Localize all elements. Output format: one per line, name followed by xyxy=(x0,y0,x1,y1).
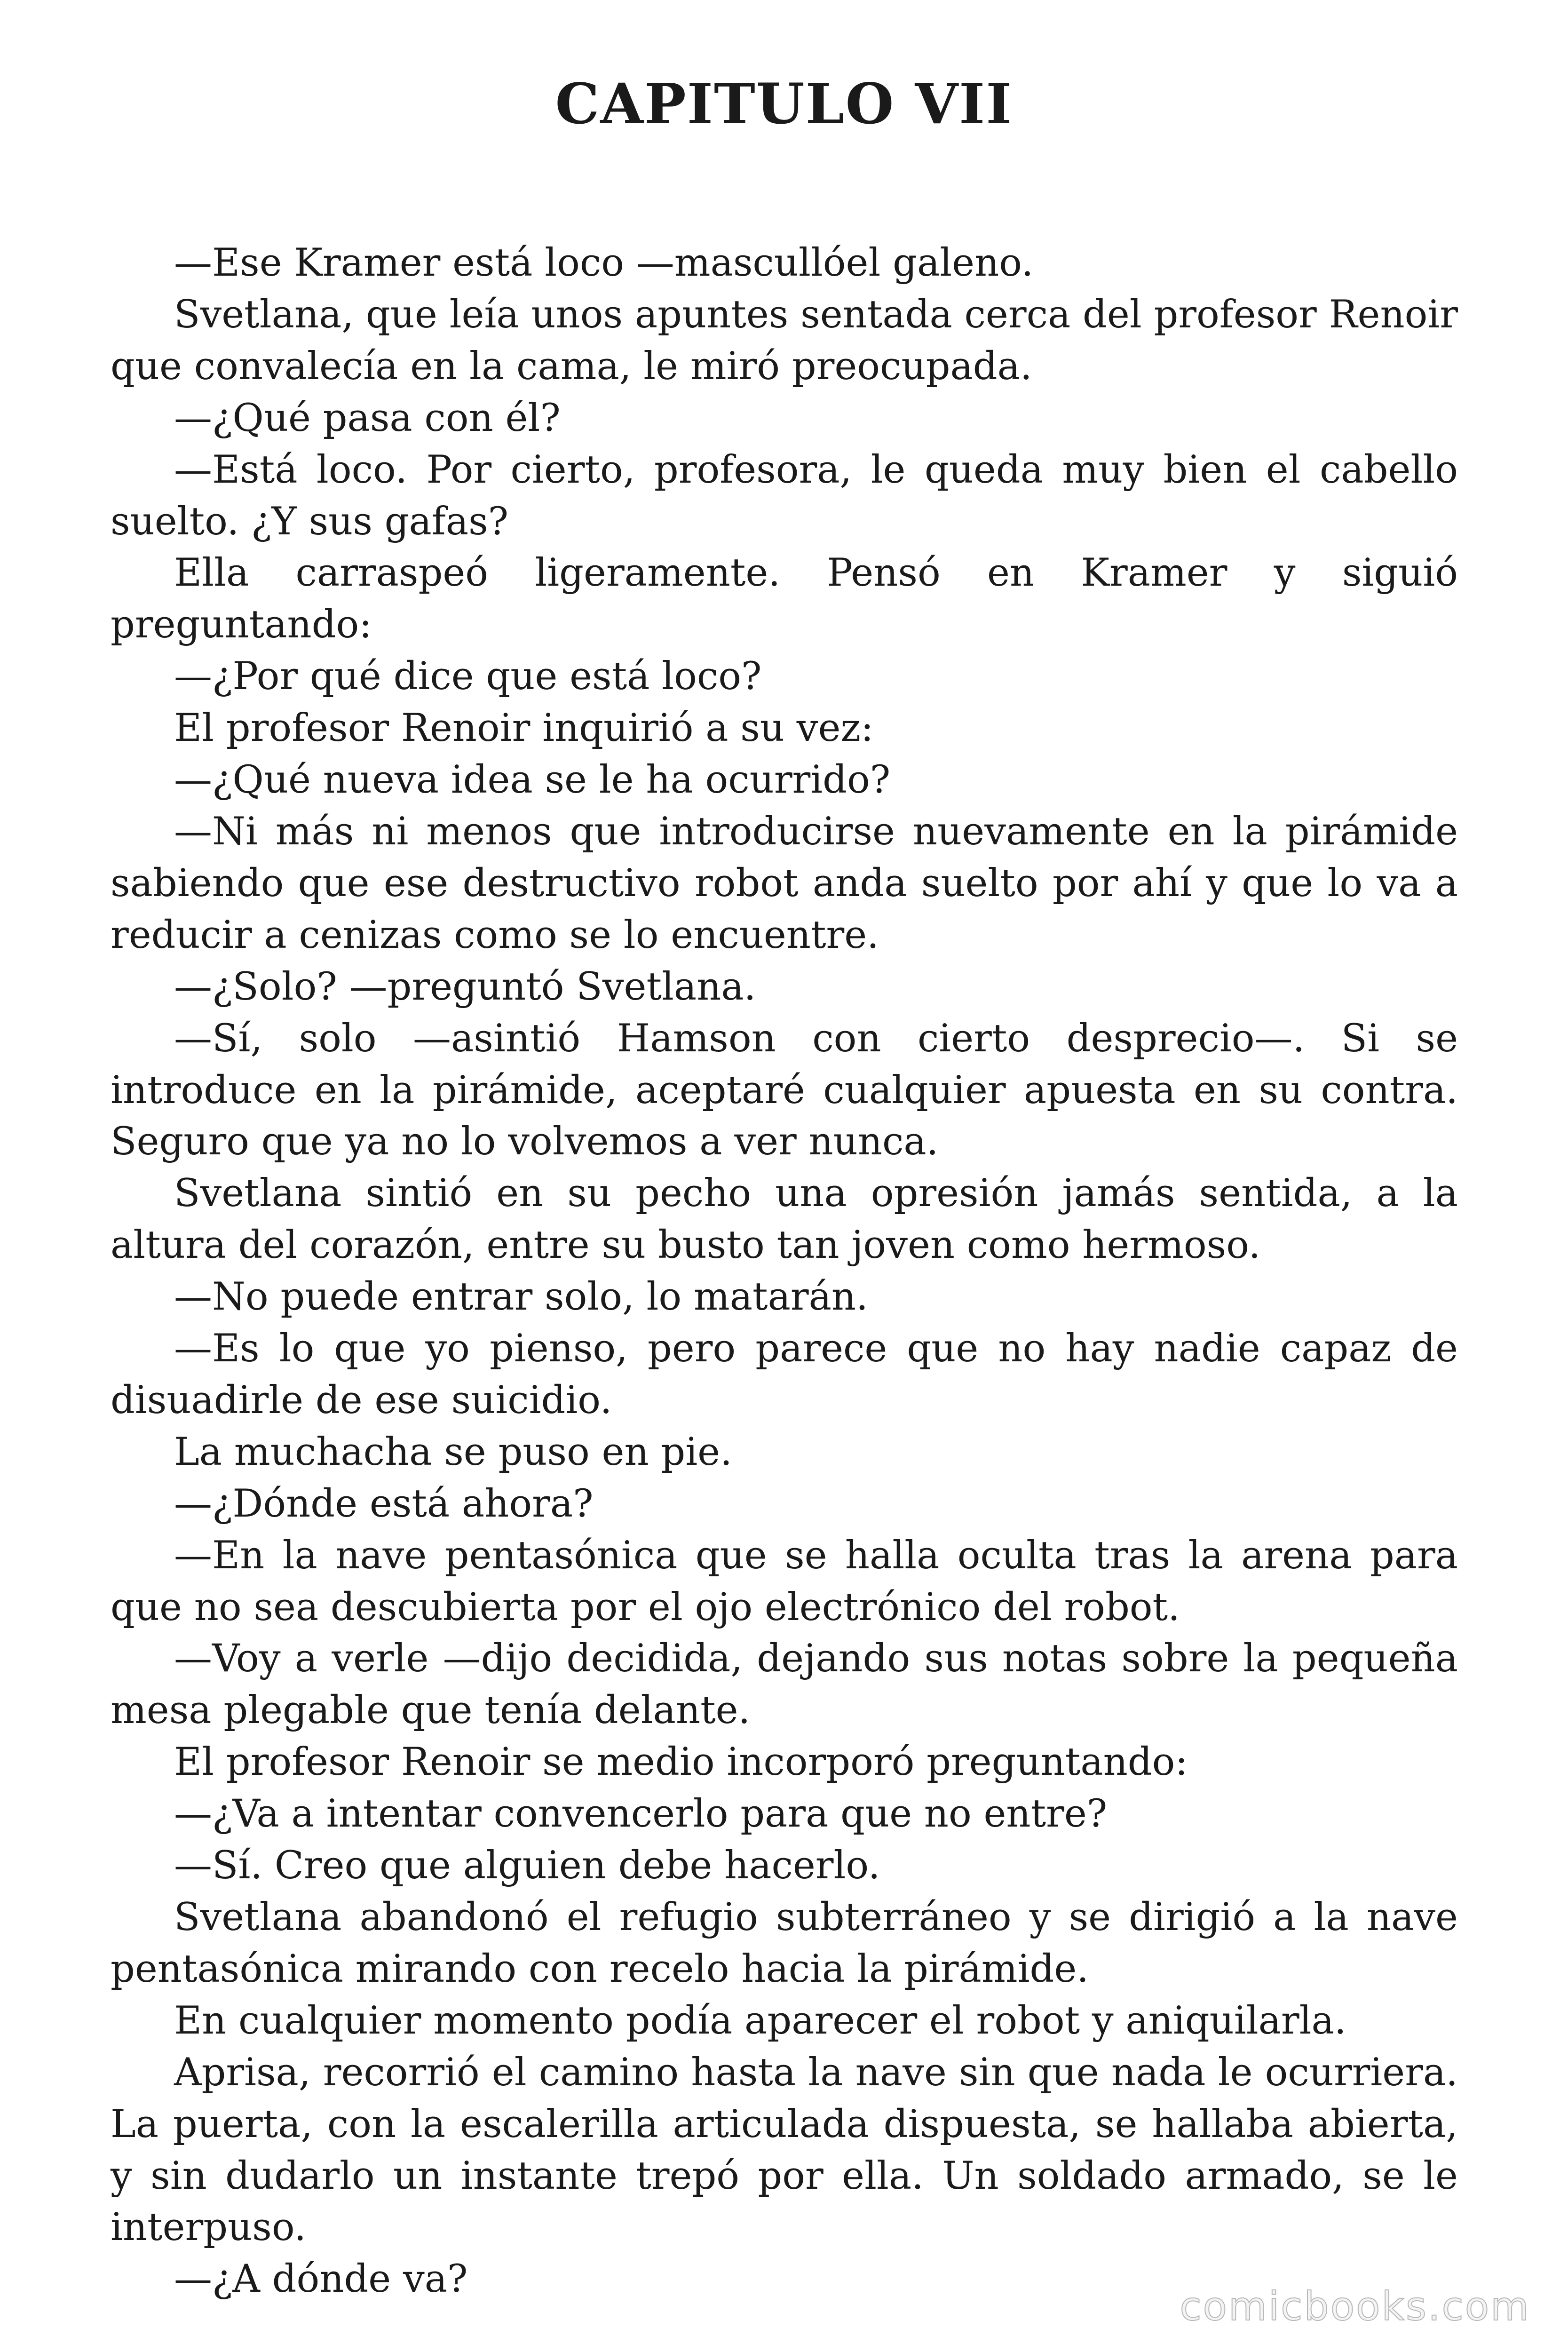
paragraph: Svetlana, que leía unos apuntes sentada cerca del profesor Renoir que convalecía en la cama, le miró preocupada. xyxy=(111,292,1458,389)
paragraph: Svetlana abandonó el refugio subterráneo y se dirigió a la nave pentasónica mirando con recelo hacia la pirámide. xyxy=(111,1895,1458,1991)
paragraph: —Sí. Creo que alguien debe hacerlo. xyxy=(174,1843,880,1888)
paragraph: —¿Qué pasa con él? xyxy=(174,396,561,440)
paragraph: —Es lo que yo pienso, pero parece que no hay nadie capaz de disuadirle de ese suicidio. xyxy=(111,1327,1458,1422)
paragraph: —¿Dónde está ahora? xyxy=(174,1481,594,1526)
paragraph: —Está loco. Por cierto, profesora, le queda muy bien el cabello suelto. ¿Y sus gafas? xyxy=(111,447,1458,544)
paragraph: En cualquier momento podía aparecer el robot y aniquilarla. xyxy=(174,1998,1346,2043)
paragraph: —Ese Kramer está loco —mascullóel galeno. xyxy=(174,241,1034,285)
paragraph: —¿Solo? —preguntó Svetlana. xyxy=(174,964,756,1009)
paragraph: —¿A dónde va? xyxy=(174,2257,468,2302)
site-watermark: comicbooks.com xyxy=(1180,2283,1530,2329)
paragraph: La muchacha se puso en pie. xyxy=(174,1430,732,1474)
paragraph: —Ni más ni menos que introducirse nuevamente en la pirámide sabiendo que ese destructivo robot anda suelto por ahí y que lo va a reducir a cenizas como se lo encuentre. xyxy=(111,809,1458,957)
paragraph: —En la nave pentasónica que se halla oculta tras la arena para que no sea descubierta por el ojo electrónico del robot. xyxy=(111,1533,1458,1629)
chapter-body xyxy=(111,238,1458,2305)
paragraph: —¿Por qué dice que está loco? xyxy=(174,654,762,699)
paragraph: —Voy a verle —dijo decidida, dejando sus notas sobre la pequeña mesa plegable que tenía delante. xyxy=(111,1637,1458,1733)
chapter-title: CAPITULO VII xyxy=(555,71,1013,136)
paragraph: Ella carraspeó ligeramente. Pensó en Kramer y siguió preguntando: xyxy=(111,551,1458,647)
paragraph: El profesor Renoir inquirió a su vez: xyxy=(174,706,874,751)
paragraph: —¿Qué nueva idea se le ha ocurrido? xyxy=(174,758,891,803)
paragraph: —No puede entrar solo, lo matarán. xyxy=(174,1275,868,1319)
paragraph: —Sí, solo —asintió Hamson con cierto desprecio—. Si se introduce en la pirámide, aceptaré cualquier apuesta en su contra. Seguro que ya no lo volvemos a ver nunca. xyxy=(111,1016,1458,1164)
paragraph: —¿Va a intentar convencerlo para que no entre? xyxy=(174,1792,1108,1836)
paragraph: Aprisa, recorrió el camino hasta la nave sin que nada le ocurriera. La puerta, con la escalerilla articulada dispuesta, se hallaba abierta, y sin dudarlo un instante trepó por ella. Un soldado armado, se le interpuso. xyxy=(111,2050,1458,2250)
paragraph: Svetlana sintió en su pecho una opresión jamás sentida, a la altura del corazón, entre su busto tan joven como hermoso. xyxy=(111,1171,1458,1268)
paragraph: El profesor Renoir se medio incorporó preguntando: xyxy=(174,1740,1188,1785)
